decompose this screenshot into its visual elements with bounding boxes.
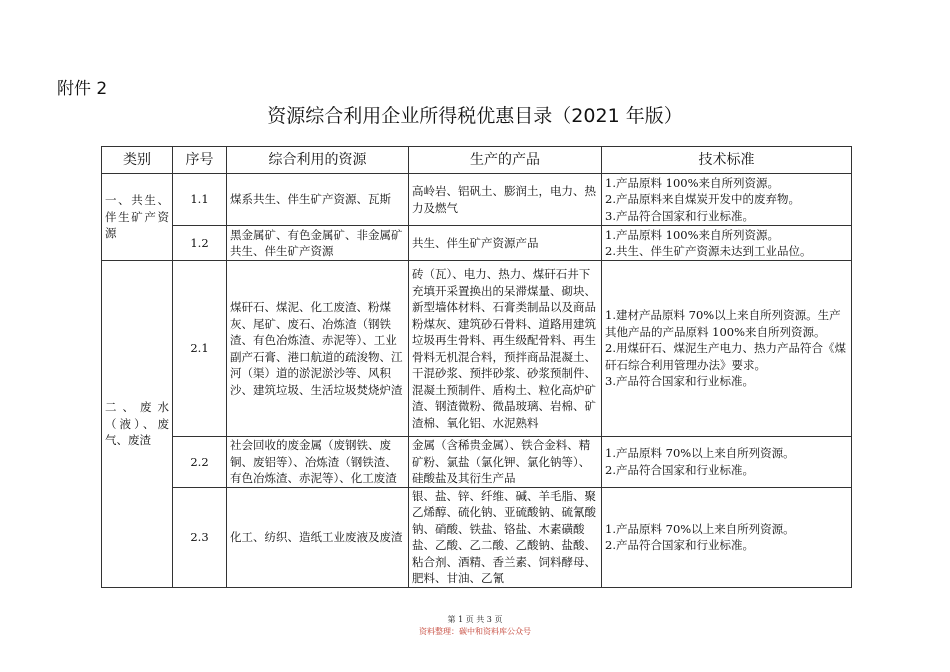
number-cell: 2.3 (173, 487, 227, 587)
table-row (102, 226, 852, 261)
resource-cell: 煤矸石、煤泥、化工废渣、粉煤灰、尾矿、废石、冶炼渣（钢铁渣、有色冶炼渣、赤泥等）、工业副产石膏、港口航道的疏浚物、江河（渠）道的淤泥淤沙等、风积沙、建筑垃圾、生活垃圾焚烧炉渣 (227, 261, 409, 437)
number-cell: 2.1 (173, 261, 227, 437)
number-cell: 1.2 (173, 226, 227, 261)
standard-cell (602, 487, 852, 587)
standard-text: 1.产品原料 70%以上来自所列资源。 2.产品符合国家和行业标准。 (605, 446, 795, 477)
source-note: 资料整理：碳中和资料库公众号 (419, 627, 531, 636)
standard-cell (602, 437, 852, 488)
attachment-label: 附件 2 (57, 79, 108, 99)
header-category: 类别 (102, 147, 173, 174)
number-cell: 1.1 (173, 174, 227, 226)
standard-text: 1.建材产品原料 70%以上来自所列资源。生产其他产品的产品原料 100%来自所列资源。 2.用煤矸石、煤泥生产电力、热力产品符合《煤矸石综合利用管理办法》要求。 3.产品符合国家和行业标准。 (605, 308, 846, 389)
standard-text: 1.产品原料 100%来自所列资源。 2.共生、伴生矿产资源未达到工业品位。 (605, 227, 812, 258)
table-row (102, 437, 852, 488)
table-header-row (102, 147, 852, 174)
resource-cell: 社会回收的废金属（废钢铁、废铜、废铝等）、冶炼渣（钢铁渣、有色冶炼渣、赤泥等）、化工废渣 (227, 437, 409, 488)
product-cell: 共生、伴生矿产资源产品 (409, 226, 602, 261)
number-cell: 2.2 (173, 437, 227, 488)
header-resource: 综合利用的资源 (227, 147, 409, 174)
document-title: 资源综合利用企业所得税优惠目录（2021 年版） (267, 105, 683, 127)
table-row (102, 487, 852, 587)
standard-cell (602, 261, 852, 437)
table-row (102, 174, 852, 226)
catalog-table (101, 146, 852, 588)
product-cell: 金属（含稀贵金属）、铁合金料、精矿粉、氯盐（氯化钾、氯化钠等）、硅酸盐及其衍生产品 (409, 437, 602, 488)
standard-text: 1.产品原料 70%以上来自所列资源。 2.产品符合国家和行业标准。 (605, 521, 795, 552)
resource-cell: 煤系共生、伴生矿产资源、瓦斯 (227, 174, 409, 226)
category-cell: 一、共生、伴生矿产资源 (102, 174, 173, 261)
page-number: 第 1 页 共 3 页 (447, 615, 503, 624)
table-row (102, 261, 852, 437)
resource-cell: 黑金属矿、有色金属矿、非金属矿共生、伴生矿产资源 (227, 226, 409, 261)
standard-cell (602, 174, 852, 226)
category-cell: 二、废水（液）、废气、废渣 (102, 261, 173, 588)
header-standard: 技术标准 (602, 147, 852, 174)
product-cell: 砖（瓦）、电力、热力、煤矸石井下充填开采置换出的呆滞煤量、砌块、新型墙体材料、石膏类制品以及商品粉煤灰、建筑砂石骨料、道路用建筑垃圾再生骨料、再生级配骨料、再生骨料无机混合料，预拌商品混凝土、干混砂浆、预拌砂浆、砂浆预制件、混凝土预制件、盾构土、粒化高炉矿渣、钢渣微粉、微晶玻璃、岩棉、矿渣棉、氧化铝、水泥熟料 (409, 261, 602, 437)
header-number: 序号 (173, 147, 227, 174)
standard-text: 1.产品原料 100%来自所列资源。 2.产品原料来自煤炭开发中的废弃物。 3.产品符合国家和行业标准。 (605, 175, 800, 223)
product-cell: 高岭岩、铝矾土、膨润土，电力、热力及燃气 (409, 174, 602, 226)
product-cell: 银、盐、锌、纤维、碱、羊毛脂、聚乙烯醇、硫化钠、亚硫酸钠、硫氰酸钠、硝酸、铁盐、铬盐、木素磺酸盐、乙酸、乙二酸、乙酸钠、盐酸、粘合剂、酒精、香兰素、饲料酵母、肥料、甘油、乙氰 (409, 487, 602, 587)
standard-cell (602, 226, 852, 261)
header-product: 生产的产品 (409, 147, 602, 174)
resource-cell: 化工、纺织、造纸工业废液及废渣 (227, 487, 409, 587)
